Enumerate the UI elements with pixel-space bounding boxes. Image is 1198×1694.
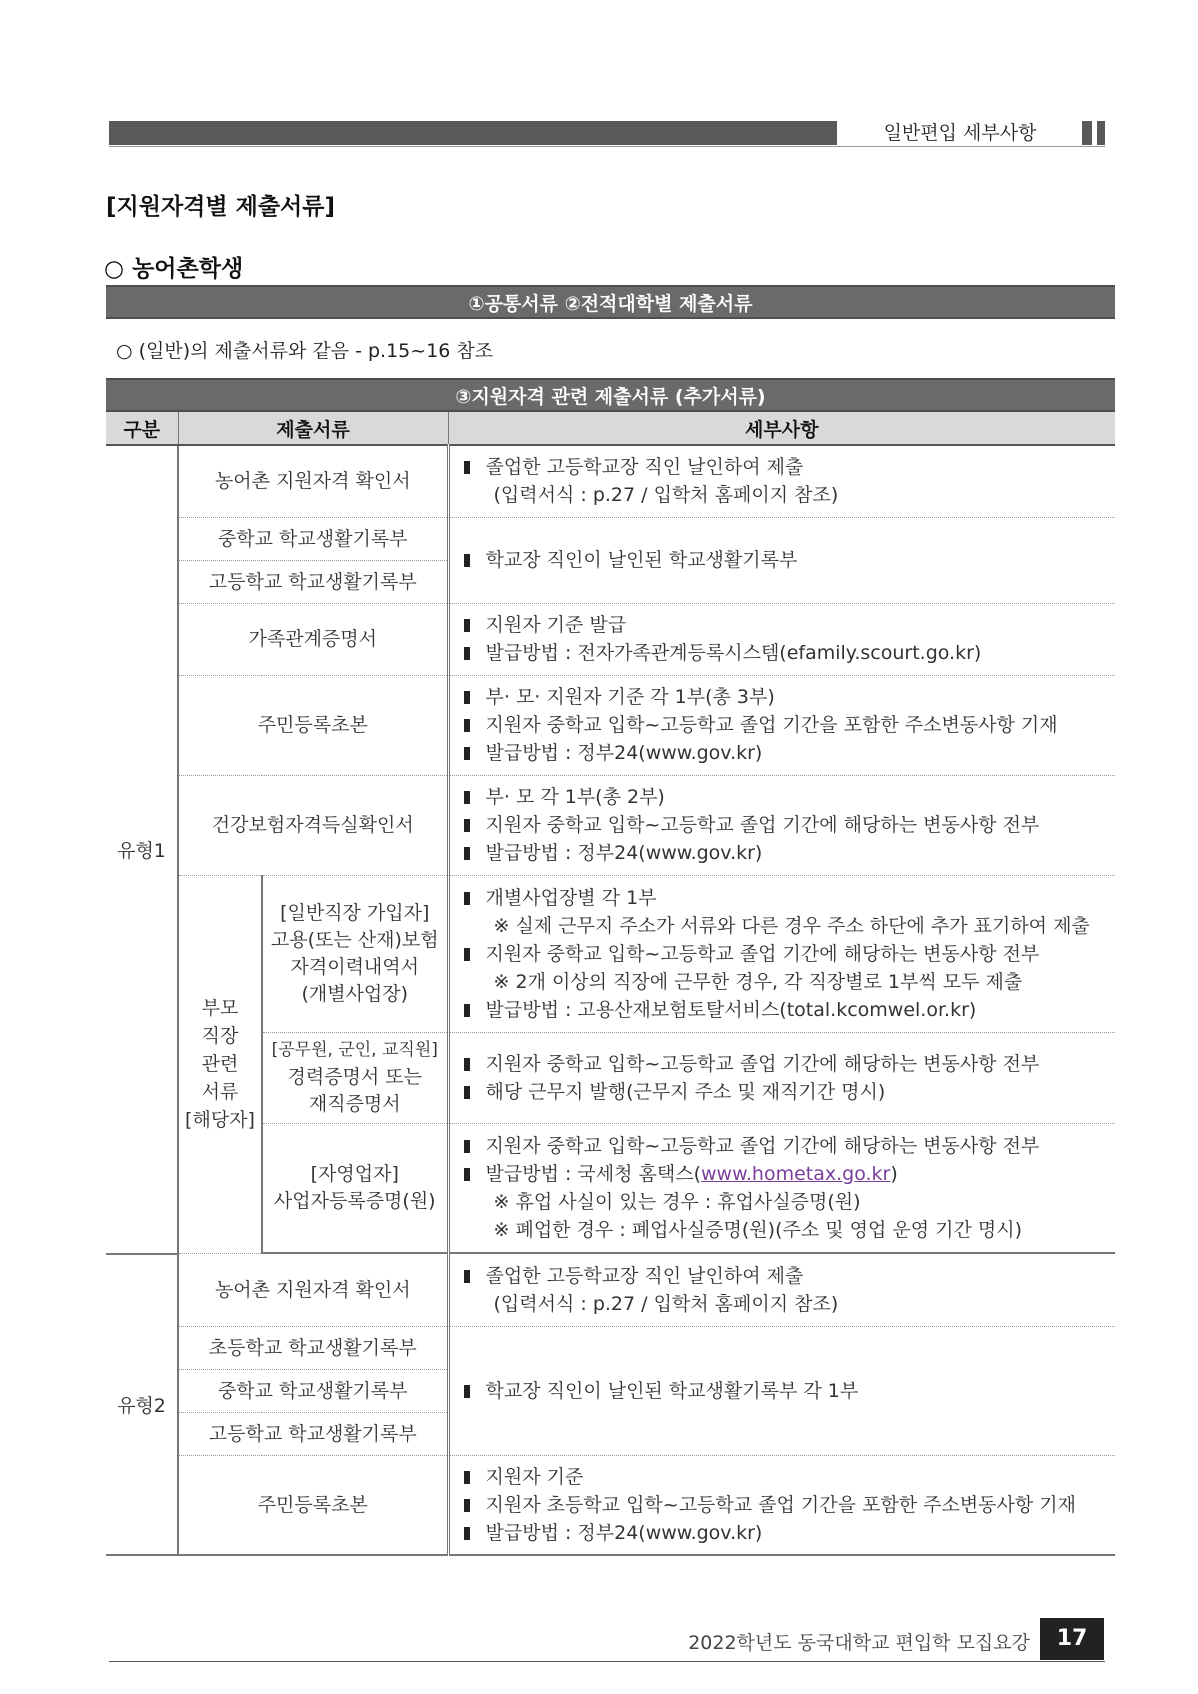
detail-cell: 부· 모· 지원자 기준 각 1부(총 3부) 지원자 중학교 입학~고등학교 졸업 기간을 포함한 주소변동사항 기재 발급방법 : 정부24(www.gov.kr) [448,675,1115,775]
square-bullet-icon [464,691,470,704]
detail-cell: 졸업한 고등학교장 직인 날인하여 제출 (입력서식 : p.27 / 입학처 홈페이지 참조) [448,1254,1115,1326]
square-bullet-icon [464,1385,470,1398]
square-bullet-icon [464,719,470,732]
square-bullet-icon [464,948,470,961]
detail-cell: 지원자 기준 지원자 초등학교 입학~고등학교 졸업 기간을 포함한 주소변동사항 기재 발급방법 : 정부24(www.gov.kr) [448,1455,1115,1555]
doc-name: [일반직장 가입자] 고용(또는 산재)보험 자격이력내역서 (개별사업장) [262,875,448,1032]
type1-label: 유형1 [106,445,178,1254]
square-bullet-icon [464,819,470,832]
header-doc: 제출서류 [178,412,448,445]
header-detail: 세부사항 [448,412,1115,445]
detail-cell: 학교장 직인이 날인된 학교생활기록부 각 1부 [448,1326,1115,1455]
doc-name: 가족관계증명서 [178,603,448,675]
common-docs-band: ①공통서류 ②전적대학별 제출서류 [106,285,1115,319]
table-row [106,1455,1115,1555]
doc-name: 중학교 학교생활기록부 [178,1369,448,1412]
doc-name: 초등학교 학교생활기록부 [178,1326,448,1369]
doc-name: 농어촌 지원자격 확인서 [178,1254,448,1326]
additional-docs-band: ③지원자격 관련 제출서류 (추가서류) [106,378,1115,412]
doc-name: 건강보험자격득실확인서 [178,775,448,875]
square-bullet-icon [464,554,470,567]
page-number: 17 [1040,1618,1104,1660]
table-row [106,1326,1115,1369]
square-bullet-icon [464,1058,470,1071]
subsection-label: 농어촌학생 [132,256,244,282]
square-bullet-icon [464,1527,470,1540]
doc-name: 중학교 학교생활기록부 [178,517,448,560]
table-row [106,875,1115,1032]
doc-name: [자영업자] 사업자등록증명(원) [262,1123,448,1253]
detail-cell: 지원자 중학교 입학~고등학교 졸업 기간에 해당하는 변동사항 전부 해당 근무지 발행(근무지 주소 및 재직기간 명시) [448,1032,1115,1123]
table-row [106,775,1115,875]
square-bullet-icon [464,892,470,905]
doc-name: 고등학교 학교생활기록부 [178,560,448,603]
header-rule [109,146,1105,147]
header-marker [1082,121,1092,145]
square-bullet-icon [464,647,470,660]
header-bar [109,121,837,145]
table-row [106,445,1115,517]
square-bullet-icon [464,1168,470,1181]
detail-cell: 부· 모 각 1부(총 2부) 지원자 중학교 입학~고등학교 졸업 기간에 해당하는 변동사항 전부 발급방법 : 정부24(www.gov.kr) [448,775,1115,875]
detail-cell: 지원자 기준 발급 발급방법 : 전자가족관계등록시스템(efamily.scourt.go.kr) [448,603,1115,675]
parent-docs-group-label: 부모 직장 관련 서류 [해당자] [178,875,262,1253]
detail-cell: 학교장 직인이 날인된 학교생활기록부 [448,517,1115,603]
section-title: [지원자격별 제출서류] [106,194,335,220]
square-bullet-icon [464,461,470,474]
doc-name: 주민등록초본 [178,675,448,775]
square-bullet-icon [464,1270,470,1283]
square-bullet-icon [464,747,470,760]
doc-name: 농어촌 지원자격 확인서 [178,445,448,517]
square-bullet-icon [464,1086,470,1099]
footer-rule [109,1661,1105,1662]
table-row [106,603,1115,675]
square-bullet-icon [464,619,470,632]
header-type: 구분 [106,412,178,445]
table-row [106,517,1115,560]
square-bullet-icon [464,1471,470,1484]
square-bullet-icon [464,791,470,804]
square-bullet-icon [464,847,470,860]
detail-cell: 졸업한 고등학교장 직인 날인하여 제출 (입력서식 : p.27 / 입학처 홈페이지 참조) [448,445,1115,517]
detail-cell: 지원자 중학교 입학~고등학교 졸업 기간에 해당하는 변동사항 전부 발급방법 : 국세청 홈택스(www.hometax.go.kr) ※ 휴업 사실이 있는 경우 : 휴업사실증명(원) ※ 폐업한 경우 : 폐업사실증명(원)(주소 및 영업 운영 기간 명시) [448,1123,1115,1253]
detail-cell: 개별사업장별 각 1부 ※ 실제 근무지 주소가 서류와 다른 경우 주소 하단에 추가 표기하여 제출 지원자 중학교 입학~고등학교 졸업 기간에 해당하는 변동사항 전부 ※ 2개 이상의 직장에 근무한 경우, 각 직장별로 1부씩 모두 제출 발급방법 : 고용산재보험토탈서비스(total.kcomwel.or.kr) [448,875,1115,1032]
hometax-link[interactable]: www.hometax.go.kr [701,1162,891,1185]
header-marker [1097,121,1105,145]
doc-name: 고등학교 학교생활기록부 [178,1412,448,1455]
square-bullet-icon [464,1499,470,1512]
table-row [106,1254,1115,1326]
square-bullet-icon [464,1140,470,1153]
subsection-title [104,250,243,283]
same-as-general-note: ○ (일반)의 제출서류와 같음 - p.15~16 참조 [116,340,494,362]
footer-title: 2022학년도 동국대학교 편입학 모집요강 [688,1632,1030,1654]
square-bullet-icon [464,1004,470,1017]
doc-name: [공무원, 군인, 교직원] 경력증명서 또는 재직증명서 [262,1032,448,1123]
doc-name: 주민등록초본 [178,1455,448,1555]
documents-table [106,412,1115,1556]
table-row [106,675,1115,775]
circle-bullet: ○ [104,256,125,282]
header-title: 일반편입 세부사항 [883,122,1037,144]
type2-label: 유형2 [106,1254,178,1555]
